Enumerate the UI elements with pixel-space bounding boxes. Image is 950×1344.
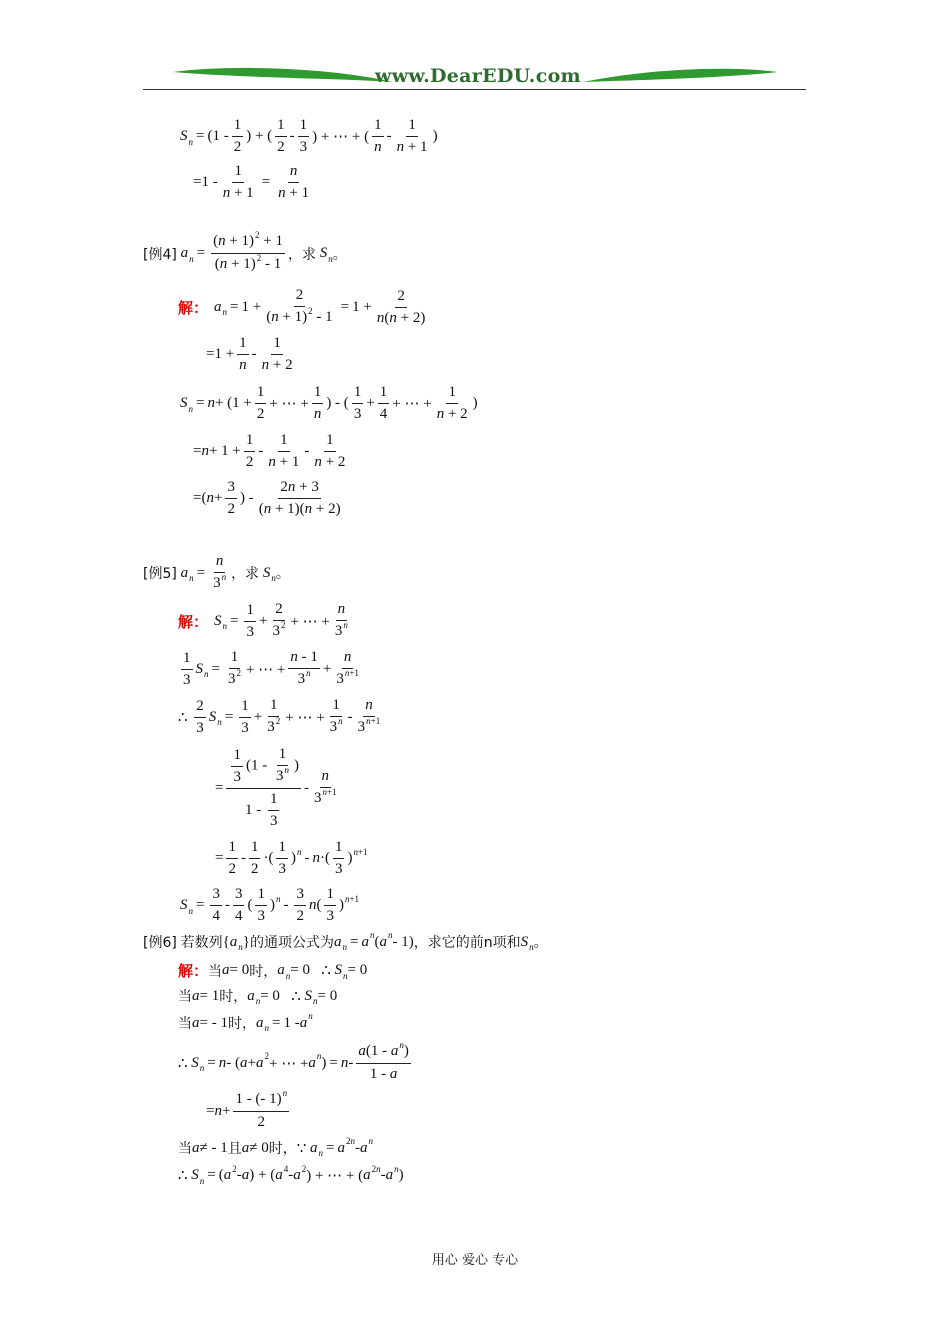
formula-line: ∴ S n = n - ( a + a 2 + ⋯ + a n ) = n - $\frac{a(1 - a^n)}{1 - a}$ (178, 1040, 409, 1082)
page-footer: 用心 爱心 专心 (431, 1253, 519, 1268)
formula-line: S n = n + (1 + $\frac{1}{2}$ + ⋯ + $\frac{1}{n}$ ) - ( $\frac{1}{3}$ + $\frac{1}{4}$ + ⋯ + $\frac{1}{n + 2}$ ) (180, 384, 478, 422)
formula-line: 解： S n = $\frac{1}{3}$ + $\frac{2}{3^2}$ + ⋯ + $\frac{n}{3^n}$ (178, 601, 348, 640)
formula-line: =1 + $\frac{1}{n}$ - $\frac{1}{n + 2}$ (206, 335, 293, 373)
formula-line: $\frac{1}{3}$ S n = $\frac{1}{3^2}$ + ⋯ + $\frac{n - 1}{3^n}$ + $\frac{n}{3^{n+1}}$ (183, 649, 359, 688)
example-5-statement: [例5] a n = $\frac{n}{3^n}$ ，求 S n 。 (143, 553, 290, 591)
header-rule (143, 89, 806, 90)
formula-line: =1 - $\frac{1}{n + 1}$ = $\frac{n}{n + 1}$ (193, 163, 310, 201)
solution-label: 解： (178, 298, 209, 317)
formula-line: = $\frac{1}{3}$ (1 - $\frac{1}{3^n}$ ) 1 - $\frac{1}{3}$ - $\frac{n}{3^{n+1}}$ (215, 746, 337, 829)
example-label: [例4] (143, 246, 177, 263)
therefore-symbol: ∴ (178, 709, 188, 726)
formula-line: = n + $\frac{1 - (- 1)^n}{2}$ (206, 1088, 288, 1130)
formula-line: ∴ S n = ( a 2 - a ) + ( a 4 - a 2 ) + ⋯ + ( a 2n - a n ) (178, 1163, 404, 1186)
site-logo: www.DearEDU.com (375, 65, 581, 87)
formula-line: 解： a n = 1 + $\frac{2}{(n + 1)^2 - 1}$ = 1 + $\frac{2}{n(n + 2)}$ (178, 287, 426, 326)
page-header (143, 62, 806, 92)
example-label: [例6] (143, 935, 177, 951)
formula-line: =( n + $\frac{3}{2}$ ) - $\frac{2n + 3}{(n + 1)(n + 2)}$ (193, 479, 341, 517)
formula-line: 解： 当 a = 0 时， a n = 0 ∴ S n = 0 (178, 962, 368, 981)
solution-label: 解： (178, 612, 209, 631)
formula-line: ∴ $\frac{2}{3}$ S n = $\frac{1}{3}$ + $\frac{1}{3^2}$ + ⋯ + $\frac{1}{3^n}$ - $\frac{n}{3^{n+1}}$ (178, 697, 381, 736)
formula-line: 当 a ≠ - 1 且 a ≠ 0 时， ∵ a n = a 2n - a n (178, 1136, 373, 1158)
formula-line: S n = $\frac{3}{4}$ - $\frac{3}{4}$ ( $\frac{1}{3}$ ) n - $\frac{3}{2}$ n ( $\frac{1}{3}$ ) n+1 (180, 886, 360, 924)
formula-line: = $\frac{1}{2}$ - $\frac{1}{2}$ ·( $\frac{1}{3}$ ) n - n ·( $\frac{1}{3}$ ) n+1 (215, 839, 368, 877)
example-label: [例5] (143, 566, 177, 582)
example-6-statement: [例6] 若数列 { a n } 的通项公式为 a n = a n ( a n - 1) ，求它的前n项和 S n 。 (143, 930, 548, 952)
formula-line: 当 a = - 1 时， a n = 1 - a n (178, 1011, 313, 1033)
solution-label: 解： (178, 962, 209, 980)
formula-line: = n + 1 + $\frac{1}{2}$ - $\frac{1}{n + 1}$ - $\frac{1}{n + 2}$ (193, 432, 346, 470)
example-4-statement: [例4] a n = $\frac{(n + 1)^2 + 1}{(n + 1)^2 - 1}$ ，求 S n 。 (143, 230, 347, 272)
formula-line: S n = (1 - $\frac{1}{2}$ ) + ( $\frac{1}{2}$ - $\frac{1}{3}$ ) + ⋯ + ( $\frac{1}{n}$ - $\frac{1}{n + 1}$ ) (180, 117, 438, 155)
formula-line: 当 a = 1 时， a n = 0 ∴ S n = 0 (178, 987, 338, 1006)
